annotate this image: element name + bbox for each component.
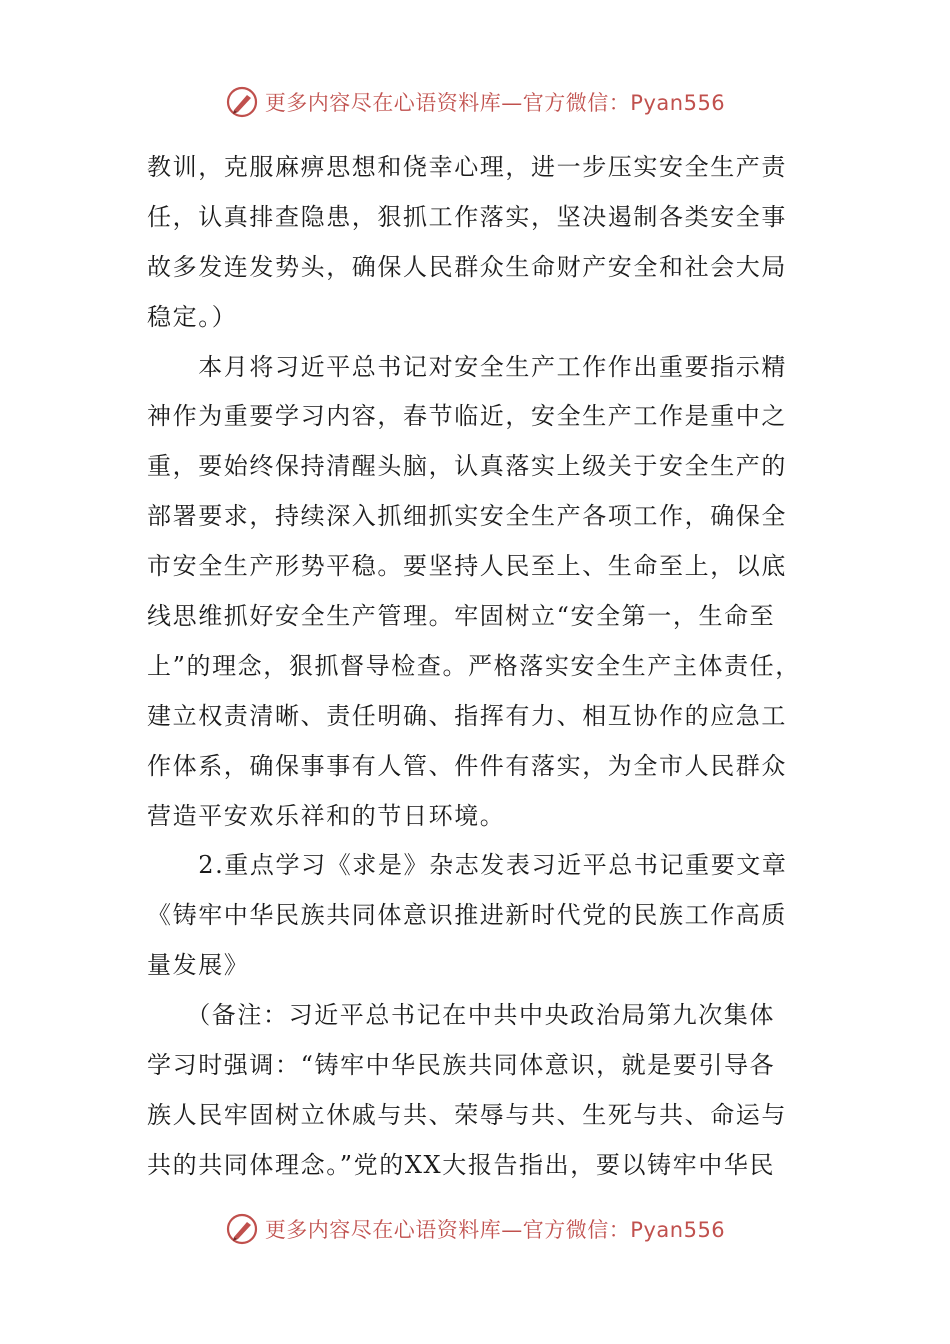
text-line: 共的共同体理念。”党的XX大报告指出，要以铸牢中华民	[147, 1150, 776, 1179]
text-line: 故多发连发势头，确保人民群众生命财产安全和社会大局	[147, 252, 787, 281]
text-line: 2.重点学习《求是》杂志发表习近平总书记重要文章	[147, 851, 788, 880]
text-line: 本月将习近平总书记对安全生产工作作出重要指示精	[147, 352, 787, 381]
text-line: 《铸牢中华民族共同体意识推进新时代党的民族工作高质	[147, 901, 787, 930]
text-line: 稳定。）	[147, 302, 238, 331]
text-line: 建立权责清晰、责任明确、指挥有力、相互协作的应急工	[147, 701, 787, 730]
text-line: 市安全生产形势平稳。要坚持人民至上、生命至上，以底	[147, 552, 787, 581]
document-body	[147, 143, 801, 1191]
pen-circle-logo-icon	[225, 1212, 259, 1246]
text-line: 作体系，确保事事有人管、件件有落实，为全市人民群众	[147, 751, 787, 780]
text-line: 上”的理念，狠抓督导检查。严格落实安全生产主体责任，	[147, 651, 801, 680]
text-line: 族人民牢固树立休戚与共、荣辱与共、生死与共、命运与	[147, 1100, 787, 1129]
text-line: 营造平安欢乐祥和的节日环境。	[147, 801, 506, 830]
text-line: 神作为重要学习内容，春节临近，安全生产工作是重中之	[147, 402, 787, 431]
text-line: 部署要求，持续深入抓细抓实安全生产各项工作，确保全	[147, 502, 787, 531]
text-line: 重，要始终保持清醒头脑，认真落实上级关于安全生产的	[147, 452, 787, 481]
footer-watermark	[0, 1209, 950, 1249]
watermark-text: 更多内容尽在心语资料库—官方微信：Pyan556	[264, 1218, 726, 1242]
text-line: 量发展》	[147, 951, 250, 980]
text-line: 学习时强调：“铸牢中华民族共同体意识，就是要引导各	[147, 1051, 776, 1080]
text-line: 任，认真排查隐患，狠抓工作落实，坚决遏制各类安全事	[147, 202, 787, 231]
watermark-text: 更多内容尽在心语资料库—官方微信：Pyan556	[264, 91, 726, 115]
document-text	[147, 143, 801, 1191]
text-line: 线思维抓好安全生产管理。牢固树立“安全第一，生命至	[147, 602, 776, 631]
text-line: （备注：习近平总书记在中共中央政治局第九次集体	[147, 1001, 775, 1030]
pen-circle-logo-icon	[225, 85, 259, 119]
header-watermark	[0, 82, 950, 122]
text-line: 教训，克服麻痹思想和侥幸心理，进一步压实安全生产责	[147, 153, 787, 181]
